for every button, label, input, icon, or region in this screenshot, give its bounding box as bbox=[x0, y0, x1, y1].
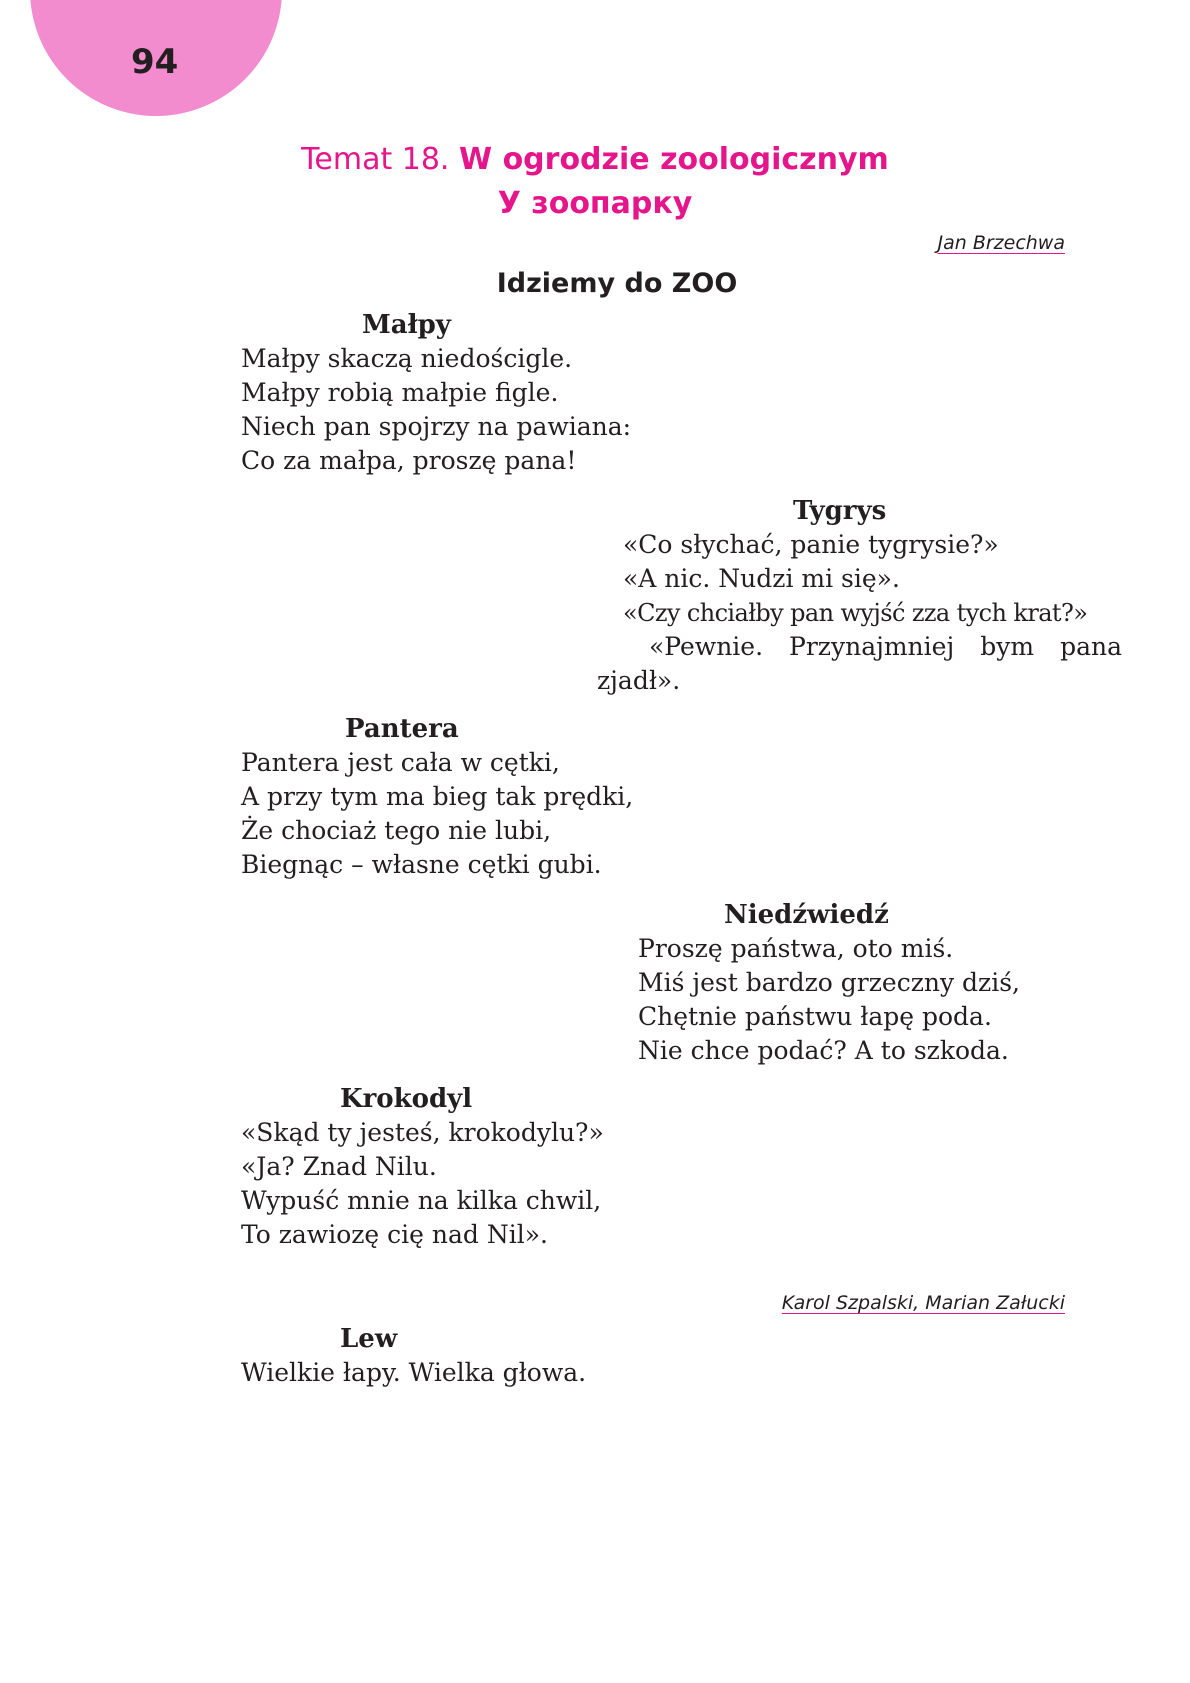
poem-title: Tygrys bbox=[793, 496, 887, 526]
poem-title: Małpy bbox=[362, 310, 451, 340]
poem-pantera bbox=[241, 712, 633, 882]
section-title: Idziemy do ZOO bbox=[496, 268, 738, 299]
topic-prefix: Temat 18. bbox=[301, 142, 450, 177]
poem-line: «Skąd ty jesteś, krokodylu?» bbox=[241, 1118, 604, 1147]
poem-line: «Co słychać, panie tygrysie?» bbox=[623, 530, 999, 559]
poem-line: Wypuść mnie na kilka chwil, bbox=[241, 1186, 602, 1215]
poem-line: Miś jest bardzo grzeczny dziś, bbox=[638, 968, 1020, 997]
poem-malpy bbox=[241, 308, 631, 478]
poem-krokodyl bbox=[241, 1082, 604, 1252]
page-number: 94 bbox=[131, 42, 179, 82]
author-szpalski-zalucki: Karol Szpalski, Marian Załucki bbox=[781, 1292, 1065, 1314]
poem-line-justified bbox=[597, 630, 1122, 664]
poem-word: Przynajmniej bbox=[789, 632, 955, 661]
poem-line: Proszę państwa, oto miś. bbox=[638, 934, 954, 963]
author-jan-brzechwa: Jan Brzechwa bbox=[937, 232, 1065, 254]
poem-title: Krokodyl bbox=[340, 1084, 473, 1114]
poem-line: A przy tym ma bieg tak prędki, bbox=[241, 782, 634, 811]
topic-title-polish: W ogrodzie zoologicznym bbox=[459, 142, 889, 177]
poem-line: Nie chce podać? A to szkoda. bbox=[638, 1036, 1009, 1065]
poem-line: «A nic. Nudzi mi się». bbox=[623, 564, 900, 593]
poem-line: Że chociaż tego nie lubi, bbox=[241, 816, 552, 845]
poem-word: bym bbox=[980, 632, 1035, 661]
poem-line: Biegnąc – własne cętki gubi. bbox=[241, 850, 602, 879]
poem-niedzwiedz bbox=[638, 898, 1020, 1068]
poem-line: «Ja? Znad Nilu. bbox=[241, 1152, 437, 1181]
topic-heading bbox=[0, 138, 1190, 226]
poem-line: Wielkie łapy. Wielka głowa. bbox=[241, 1358, 587, 1387]
poem-lew bbox=[241, 1322, 586, 1390]
poem-line: Małpy robią małpie figle. bbox=[241, 378, 559, 407]
poem-word: «Pewnie. bbox=[649, 632, 764, 661]
poem-line: «Czy chciałby pan wyjść zza tych krat?» bbox=[623, 599, 1088, 627]
poem-line: Małpy skaczą niedościgle. bbox=[241, 344, 573, 373]
poem-title: Lew bbox=[340, 1324, 398, 1354]
poem-title: Niedźwiedź bbox=[724, 900, 889, 930]
poem-line: Co za małpa, proszę pana! bbox=[241, 446, 577, 475]
poem-tygrys bbox=[597, 494, 1122, 698]
topic-title-ukrainian: У зоопарку bbox=[497, 186, 693, 221]
poem-line: Chętnie państwu łapę poda. bbox=[638, 1002, 992, 1031]
poem-line: Niech pan spojrzy na pawiana: bbox=[241, 412, 632, 441]
poem-line: zjadł». bbox=[597, 666, 681, 695]
poem-line: Pantera jest cała w cętki, bbox=[241, 748, 560, 777]
poem-word: pana bbox=[1060, 632, 1122, 661]
poem-line: To zawiozę cię nad Nil». bbox=[241, 1220, 548, 1249]
poem-title: Pantera bbox=[345, 714, 459, 744]
